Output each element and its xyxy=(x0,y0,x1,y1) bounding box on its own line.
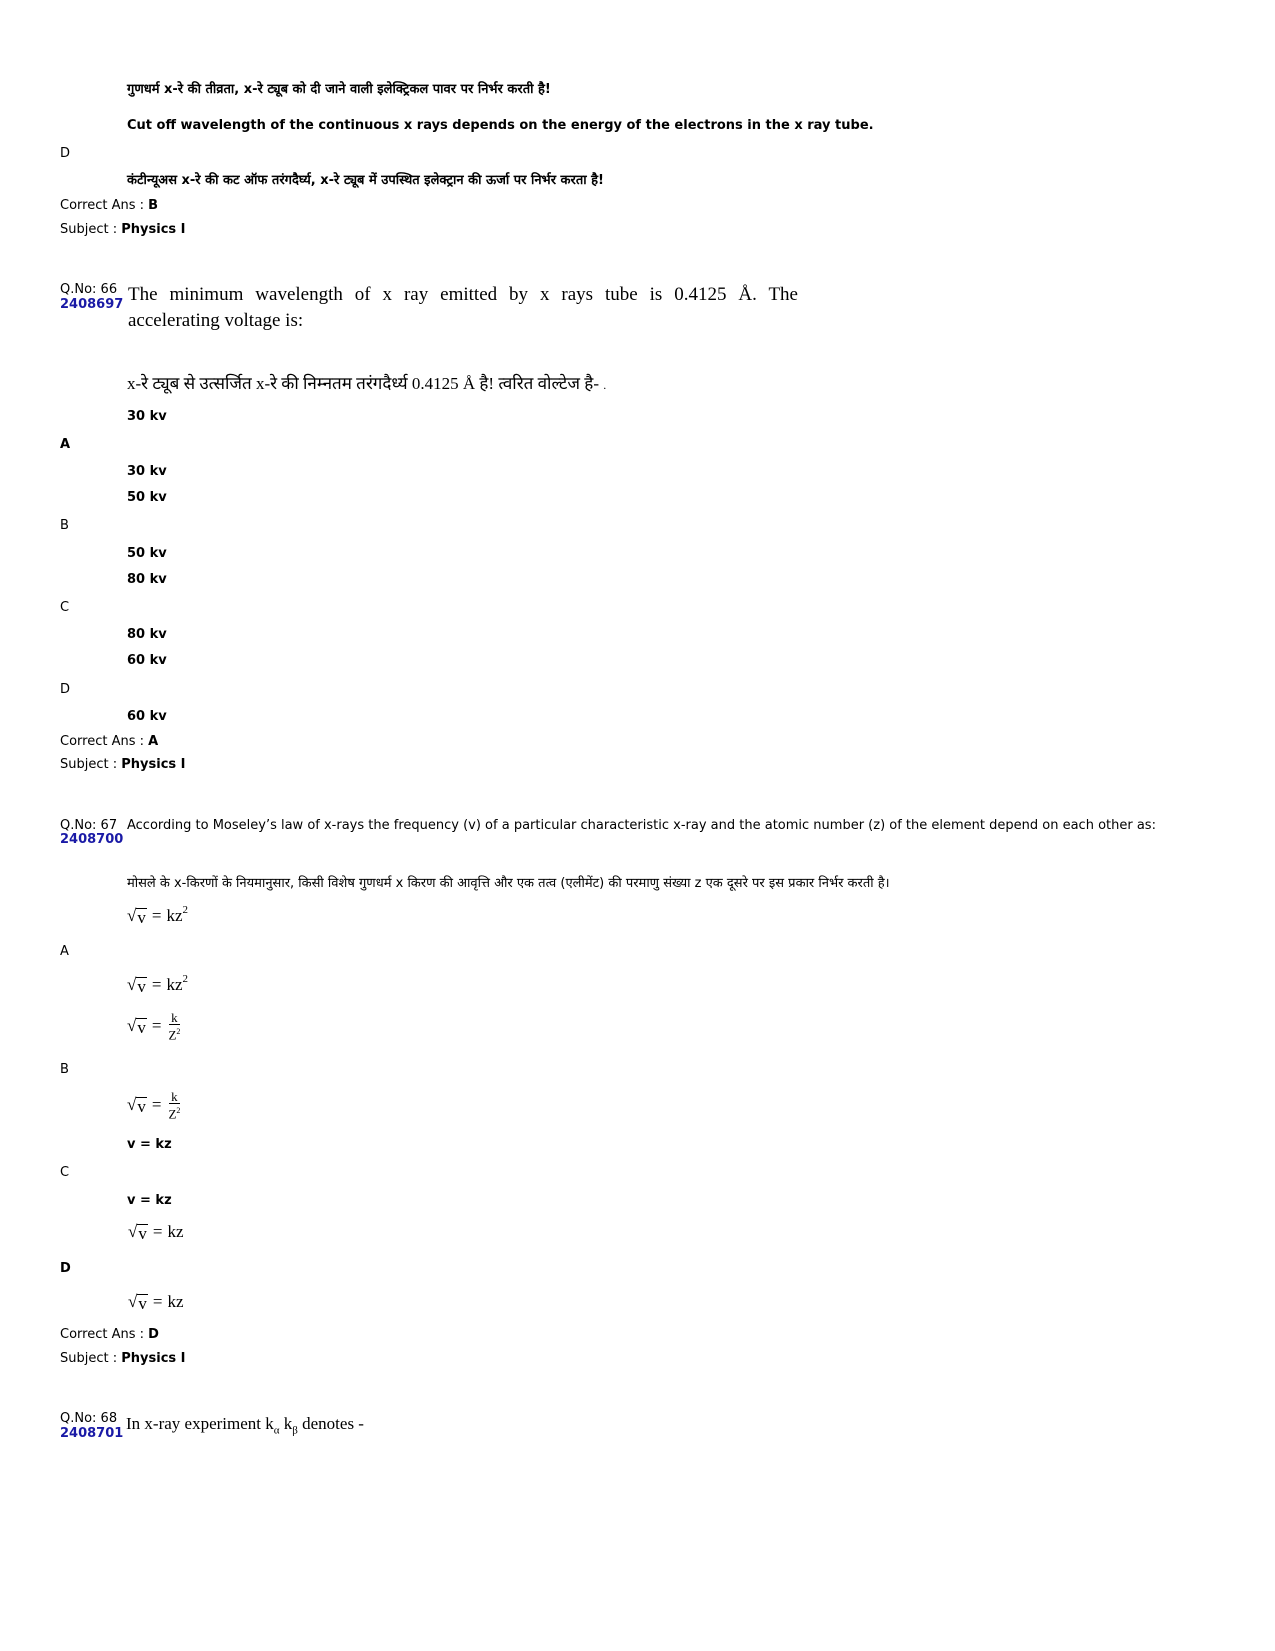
option-a-hindi: 30 kv xyxy=(127,464,167,479)
option-b-hindi: 50 kv xyxy=(127,546,167,561)
question-number: Q.No: 66 xyxy=(60,282,118,297)
subject: Subject : Physics I xyxy=(60,757,186,772)
option-b-english: 50 kv xyxy=(127,490,167,505)
subject: Subject : Physics I xyxy=(60,1351,186,1366)
question-text-english: According to Moseley’s law of x-rays the frequency (v) of a particular characteristic x-ray and the atomic number (z) of the element depend on each other as: xyxy=(127,818,1156,833)
option-c-hindi: v = kz xyxy=(127,1193,172,1208)
prev-option-d-label: D xyxy=(60,146,71,161)
option-d-equation-hindi: √ v = kz xyxy=(128,1291,184,1313)
option-b-label: B xyxy=(60,1062,69,1077)
option-b-equation-english: √ v = $\frac{k}{Z^2}$ xyxy=(127,1010,181,1043)
question-text-hindi: मोसले के x-किरणों के नियमानुसार, किसी विशेष गुणधर्म x किरण की आवृत्ति और एक तत्व (एलीमेंट) की परमाणु संख्या z एक दूसरे पर इस प्रकार निर्भर करती है। xyxy=(127,876,890,891)
prev-subject: Subject : Physics I xyxy=(60,222,186,237)
option-a-label: A xyxy=(60,437,71,452)
sqrt-symbol: √ v xyxy=(127,1094,146,1116)
option-a-equation-hindi: √ v = kz $^2$ xyxy=(127,973,188,996)
correct-answer: Correct Ans : D xyxy=(60,1327,159,1342)
fraction: $\frac{k}{Z^2}$ xyxy=(168,1010,181,1043)
option-c-english: 80 kv xyxy=(127,572,167,587)
option-b-equation-hindi: √ v = $\frac{k}{Z^2}$ xyxy=(127,1089,181,1122)
question-id: 2408697 xyxy=(60,297,124,312)
question-text-english-line2: accelerating voltage is: xyxy=(128,310,304,331)
question-number: Q.No: 67 xyxy=(60,818,118,833)
option-c-english: v = kz xyxy=(127,1137,172,1152)
option-c-label: C xyxy=(60,600,70,615)
option-a-english: 30 kv xyxy=(127,409,167,424)
sqrt-symbol: √ v xyxy=(127,974,146,996)
prev-option-c-hindi: गुणधर्म x-रे की तीव्रता, x-रे ट्यूब को दी जाने वाली इलेक्ट्रिकल पावर पर निर्भर करती है! xyxy=(127,82,551,97)
option-a-equation-english: √ v = kz $^2$ xyxy=(127,904,188,927)
option-c-label: C xyxy=(60,1165,70,1180)
question-number: Q.No: 68 xyxy=(60,1411,118,1426)
sqrt-symbol: √ v xyxy=(127,905,146,927)
sqrt-symbol: √ v xyxy=(128,1221,147,1243)
option-d-label: D xyxy=(60,1261,71,1276)
sqrt-symbol: √ v xyxy=(128,1291,147,1313)
question-text-english-line1: The minimum wavelength of x ray emitted by x rays tube is 0.4125 Å. The xyxy=(128,284,798,305)
option-d-equation-english: √ v = kz xyxy=(128,1221,184,1243)
option-b-label: B xyxy=(60,518,69,533)
option-d-hindi: 60 kv xyxy=(127,709,167,724)
sqrt-symbol: √ v xyxy=(127,1015,146,1037)
prev-correct-answer: Correct Ans : B xyxy=(60,198,159,213)
option-c-hindi: 80 kv xyxy=(127,627,167,642)
option-d-label: D xyxy=(60,682,71,697)
option-a-label: A xyxy=(60,944,69,959)
option-d-english: 60 kv xyxy=(127,653,167,668)
question-text-english: In x-ray experiment $k_\alpha$ $k_\beta$ denotes - xyxy=(126,1414,364,1437)
question-id: 2408701 xyxy=(60,1426,124,1441)
prev-option-d-hindi: कंटीन्यूअस x-रे की कट ऑफ तरंगदैर्घ्य, x-रे ट्यूब में उपस्थित इलेक्ट्रान की ऊर्जा पर निर्भर करता है! xyxy=(127,173,604,188)
question-id: 2408700 xyxy=(60,832,124,847)
fraction: $\frac{k}{Z^2}$ xyxy=(168,1089,181,1122)
prev-option-d-english: Cut off wavelength of the continuous x rays depends on the energy of the electrons in the x ray tube. xyxy=(127,118,874,133)
correct-answer: Correct Ans : A xyxy=(60,734,159,749)
question-text-hindi: x-रे ट्यूब से उत्सर्जित x-रे की निम्नतम तरंगदैर्ध्य 0.4125 Å है! त्वरित वोल्टेज है- . xyxy=(127,374,607,393)
